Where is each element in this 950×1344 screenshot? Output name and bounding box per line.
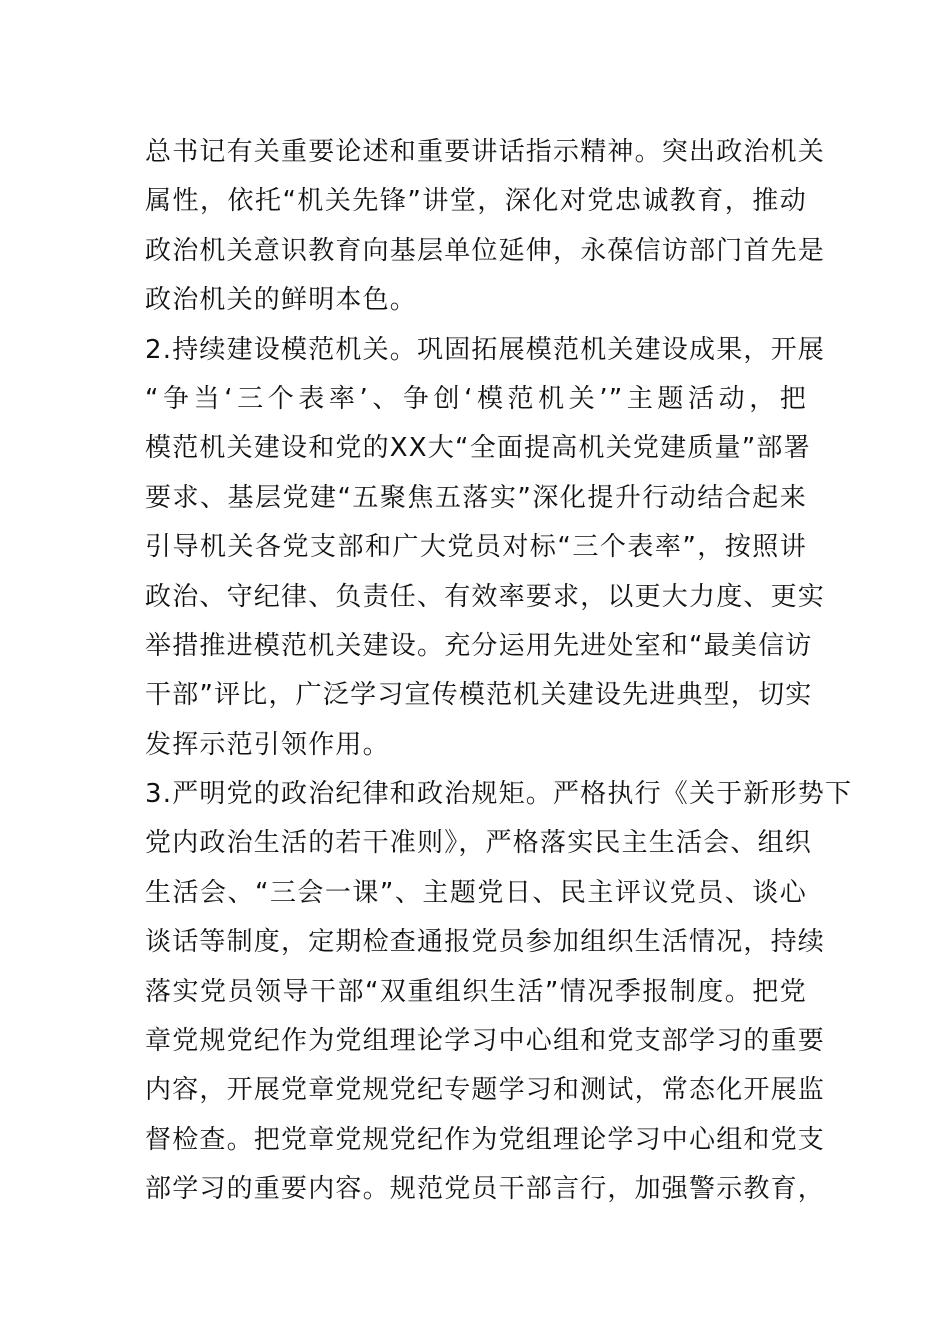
paragraph-line: “争当‘三个表率’、争创‘模范机关’”主题活动，把 (145, 383, 807, 414)
paragraph-line: 发挥示范引领作用。 (145, 729, 390, 760)
paragraph-line: 政治机关意识教育向基层单位延伸，永葆信访部门首先是 (145, 235, 826, 266)
paragraph-line: 总书记有关重要论述和重要讲话指示精神。突出政治机关 (145, 137, 826, 167)
paragraph-line: 党内政治生活的若干准则》，严格落实民主生活会、组织 (145, 828, 813, 859)
paragraph-line: 政治机关的鲜明本色。 (145, 285, 418, 316)
paragraph-line: 举措推进模范机关建设。充分运用先进处室和“最美信访 (145, 630, 813, 661)
paragraph-line: 干部”评比，广泛学习宣传模范机关建设先进典型，切实 (145, 680, 813, 711)
paragraph-line: 生活会、“三会一课”、主题党日、民主评议党员、谈心 (145, 877, 807, 908)
paragraph-line: 要求、基层党建“五聚焦五落实”深化提升行动结合起来 (145, 482, 807, 513)
paragraph-line: 2.持续建设模范机关。巩固拓展模范机关建设成果，开展 (145, 334, 826, 365)
paragraph-line: 3.严明党的政治纪律和政治规矩。严格执行《关于新形势下 (145, 779, 853, 810)
paragraph-line: 政治、守纪律、负责任、有效率要求，以更大力度、更实 (145, 581, 826, 612)
paragraph-line: 谈话等制度，定期检查通报党员参加组织生活情况，持续 (145, 927, 826, 958)
paragraph-line: 内容，开展党章党规党纪专题学习和测试，常态化开展监 (145, 1075, 826, 1106)
paragraph-line: 模范机关建设和党的XX大“全面提高机关党建质量”部署 (145, 433, 811, 464)
paragraph-line: 部学习的重要内容。规范党员干部言行，加强警示教育， (145, 1174, 826, 1205)
paragraph-line: 落实党员领导干部“双重组织生活”情况季报制度。把党 (145, 976, 807, 1007)
document-body (145, 128, 853, 1215)
paragraph-line: 章党规党纪作为党组理论学习中心组和党支部学习的重要 (145, 1026, 826, 1057)
paragraph-line: 引导机关各党支部和广大党员对标“三个表率”，按照讲 (145, 532, 807, 563)
paragraph-line: 督检查。把党章党规党纪作为党组理论学习中心组和党支 (145, 1124, 826, 1155)
paragraph-line: 属性，依托“机关先锋”讲堂，深化对党忠诚教育，推动 (145, 186, 807, 217)
